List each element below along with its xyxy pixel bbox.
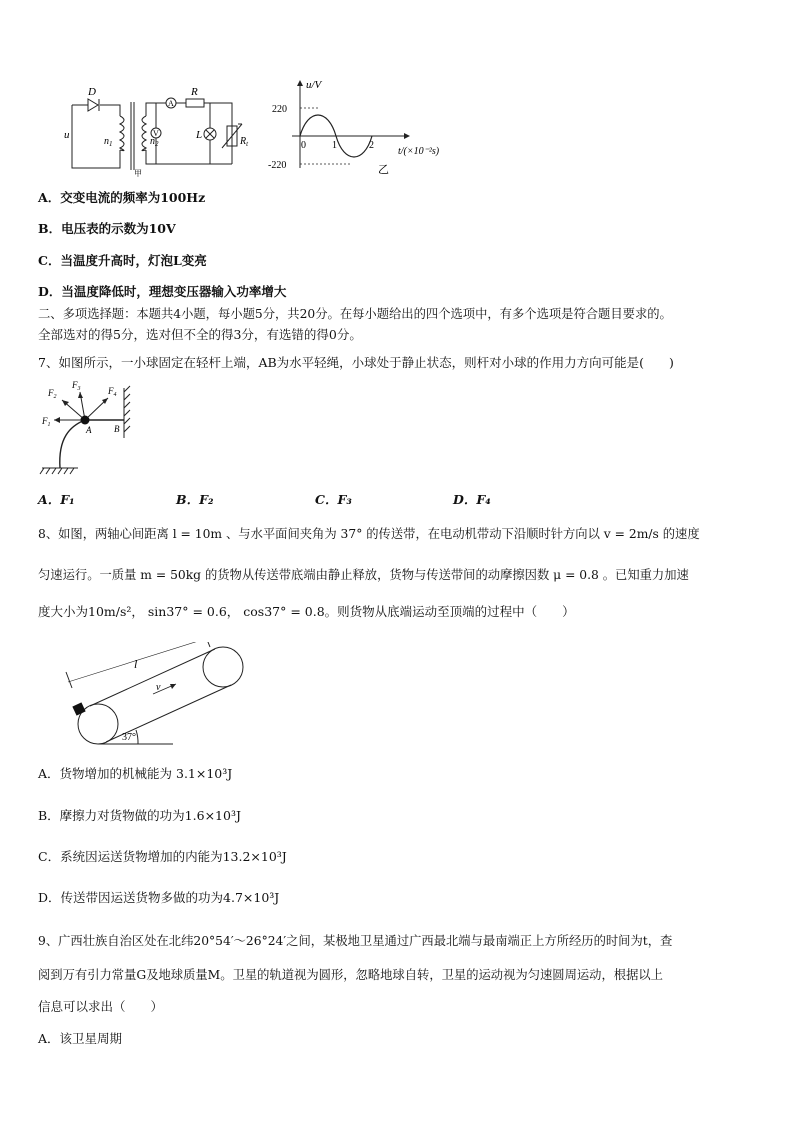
- source-label: u: [64, 129, 70, 141]
- lamp-label: L: [196, 129, 203, 141]
- q8-option-c: C．系统因运送货物增加的内能为13.2×10³J: [38, 849, 287, 864]
- voltage-waveform-graph: [292, 80, 410, 168]
- wave-tick-1: 1: [332, 140, 337, 151]
- force-f3-label: $F_3$: [72, 380, 81, 392]
- force-f2-label: $F_2$: [48, 388, 57, 400]
- point-b-label: B: [114, 424, 120, 434]
- secondary-coil-label: $n_2$: [150, 136, 159, 148]
- point-a-label: A: [86, 425, 92, 435]
- primary-coil-label: $n_1$: [104, 136, 113, 148]
- wave-y-axis-label: u/V: [306, 79, 322, 91]
- cargo-block: [72, 702, 85, 715]
- wave-tick-2: 2: [369, 140, 374, 151]
- thermistor-label: $R_t$: [240, 136, 249, 148]
- length-label: l: [134, 657, 138, 671]
- q8-option-b: B．摩擦力对货物做的功为1.6×10³J: [38, 808, 241, 823]
- q7-stem: 7、如图所示，一小球固定在轻杆上端，AB为水平轻绳，小球处于静止状态，则杆对小球的作用力方向可能是( ): [38, 355, 674, 370]
- wave-x-axis-label: t/(×10⁻²s): [398, 146, 440, 157]
- q8-option-a: A．货物增加的机械能为 3.1×10³J: [38, 766, 233, 781]
- q8-stem-line2: 匀速运行。一质量 m = 50kg 的货物从传送带底端由静止释放，货物与传送带间的动摩擦因数 μ = 0.8 。已知重力加速: [38, 568, 689, 582]
- wave-origin-label: 0: [301, 140, 306, 151]
- q6-option-d: D．当温度降低时，理想变压器输入功率增大: [38, 284, 287, 299]
- q7-option-c: C．F₃: [315, 492, 352, 507]
- ball: [81, 416, 90, 425]
- ammeter-label: A: [168, 99, 174, 108]
- force-f1-label: $F_1$: [42, 416, 51, 428]
- angle-label: 37°: [122, 732, 136, 743]
- resistor-label: R: [191, 86, 198, 98]
- q8-stem-line3: 度大小为10m/s²， sin37° = 0.6， cos37° = 0.8。则货物从底端运动至顶端的过程中（ ）: [38, 604, 575, 619]
- section2-instructions-line1: 二、多项选择题：本题共4小题，每小题5分，共20分。在每小题给出的四个选项中，有多个选项是符合题目要求的。: [38, 307, 672, 321]
- q7-option-d: D．F₄: [453, 492, 491, 507]
- q8-option-d: D．传送带因运送货物多做的功为4.7×10³J: [38, 890, 280, 905]
- q9-stem-line1: 9、广西壮族自治区处在北纬20°54′～26°24′之间，某极地卫星通过广西最北端与最南端正上方所经历的时间为t，查: [38, 934, 673, 948]
- circuit-figure-label: 甲: [134, 169, 142, 178]
- voltmeter-label: V: [153, 129, 159, 138]
- q9-option-a: A．该卫星周期: [38, 1031, 123, 1046]
- wave-ymin-label: -220: [268, 160, 287, 171]
- section2-instructions-line2: 全部选对的得5分，选对但不全的得3分，有选错的得0分。: [38, 327, 362, 342]
- q7-option-b: B．F₂: [176, 492, 214, 507]
- velocity-label: v: [156, 682, 161, 693]
- q7-figure: [38, 378, 138, 478]
- wave-ymax-label: 220: [272, 104, 287, 115]
- wave-figure-label: 乙: [378, 164, 389, 176]
- q6-option-c: C．当温度升高时，灯泡L变亮: [38, 253, 207, 268]
- q6-option-b: B．电压表的示数为10V: [38, 221, 176, 236]
- q8-conveyor-figure: [58, 642, 258, 752]
- diode-label: D: [88, 86, 96, 98]
- q9-stem-line2: 阅到万有引力常量G及地球质量M。卫星的轨道视为圆形，忽略地球自转，卫星的运动视为匀速圆周运动，根据以上: [38, 968, 663, 982]
- q8-stem-line1: 8、如图，两轴心间距离 l = 10m 、与水平面间夹角为 37° 的传送带，在电动机带动下沿顺时针方向以 v = 2m/s 的速度: [38, 527, 700, 541]
- force-f4-label: $F_4$: [108, 386, 117, 398]
- q6-option-a: A．交变电流的频率为100Hz: [38, 190, 206, 205]
- q7-option-a: A．F₁: [38, 492, 75, 507]
- q6-figure: [60, 78, 460, 178]
- q9-stem-line3: 信息可以求出（ ）: [38, 999, 164, 1014]
